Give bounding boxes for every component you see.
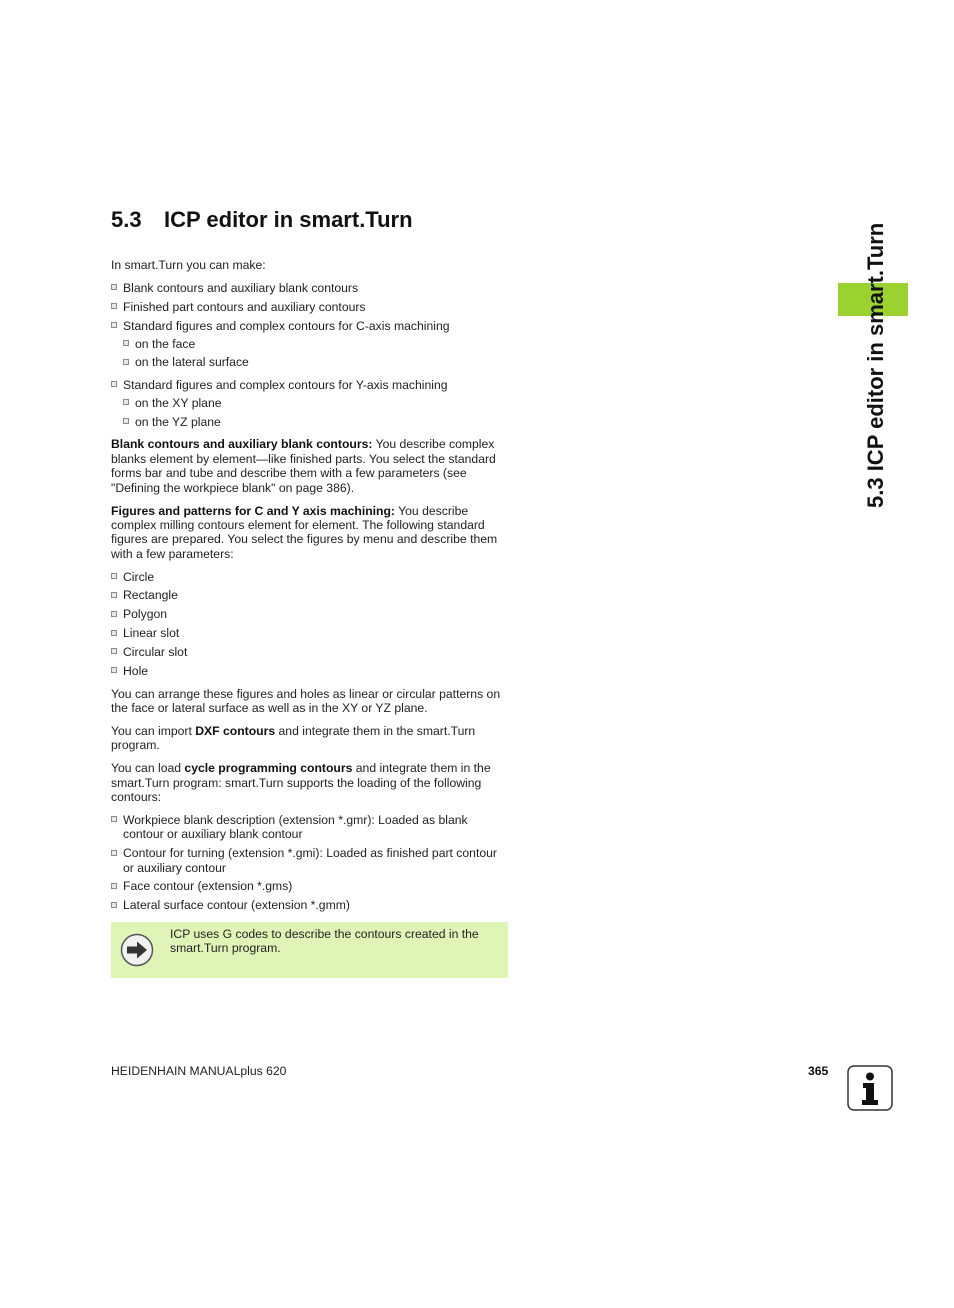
footer-manual-name: HEIDENHAIN MANUALplus 620 bbox=[111, 1064, 287, 1078]
list-item: Polygon bbox=[111, 607, 509, 621]
main-content bbox=[111, 258, 509, 921]
sub-list-item: on the face bbox=[123, 337, 509, 351]
page-number: 365 bbox=[808, 1064, 829, 1078]
note-box bbox=[111, 922, 508, 978]
note-text: ICP uses G codes to describe the contours created in the smart.Turn program. bbox=[170, 927, 479, 956]
sub-list bbox=[123, 396, 509, 429]
intro-text: In smart.Turn you can make: bbox=[111, 258, 266, 272]
contours-list bbox=[111, 813, 509, 913]
cycle-paragraph: You can load cycle programming contours and integrate them in the smart.Turn program: smart.Turn supports the loading of the following contours: bbox=[111, 761, 491, 804]
list-item: Circle bbox=[111, 570, 509, 584]
list-item: Rectangle bbox=[111, 588, 509, 602]
list-item: Standard figures and complex contours for C-axis machining on the face on the lateral surface bbox=[111, 319, 509, 370]
section-number: 5.3 bbox=[111, 207, 142, 232]
dxf-paragraph: You can import DXF contours and integrate them in the smart.Turn program. bbox=[111, 723, 476, 753]
info-icon bbox=[847, 1065, 893, 1111]
side-running-title: 5.3 ICP editor in smart.Turn bbox=[863, 222, 888, 508]
figures-paragraph: Figures and patterns for C and Y axis machining: You describe complex milling contours element for element. The following standard figures are prepared. You select the figures by menu and describe them with a few parameters: bbox=[111, 503, 498, 561]
make-list bbox=[111, 281, 509, 429]
list-item: Workpiece blank description (extension *.gmr): Loaded as blank contour or auxiliary blank contour bbox=[111, 813, 509, 842]
list-item: Lateral surface contour (extension *.gmm) bbox=[111, 898, 509, 912]
list-item: Finished part contours and auxiliary contours bbox=[111, 300, 509, 314]
list-item: Circular slot bbox=[111, 645, 509, 659]
figures-list bbox=[111, 570, 509, 678]
sub-list bbox=[123, 337, 509, 370]
arrow-right-icon bbox=[120, 933, 154, 967]
arrange-paragraph: You can arrange these figures and holes as linear or circular patterns on the face or lateral surface as well as in the XY or YZ plane. bbox=[111, 686, 501, 715]
list-item: Standard figures and complex contours for Y-axis machining on the XY plane on the YZ plane bbox=[111, 378, 509, 429]
section-heading bbox=[111, 207, 413, 233]
sub-list-item: on the XY plane bbox=[123, 396, 509, 410]
sub-list-item: on the lateral surface bbox=[123, 355, 509, 369]
list-item: Linear slot bbox=[111, 626, 509, 640]
list-item: Face contour (extension *.gms) bbox=[111, 879, 509, 893]
list-item: Hole bbox=[111, 664, 509, 678]
blank-contours-paragraph: Blank contours and auxiliary blank contours: You describe complex blanks element by element—like finished parts. You select the standard forms bar and tube and describe them with a few parameters (see "Defining the workpiece blank" on page 386). bbox=[111, 437, 496, 495]
sub-list-item: on the YZ plane bbox=[123, 415, 509, 429]
list-item: Blank contours and auxiliary blank contours bbox=[111, 281, 509, 295]
section-title: ICP editor in smart.Turn bbox=[164, 207, 413, 232]
list-item: Contour for turning (extension *.gmi): Loaded as finished part contour or auxiliary contour bbox=[111, 846, 509, 875]
